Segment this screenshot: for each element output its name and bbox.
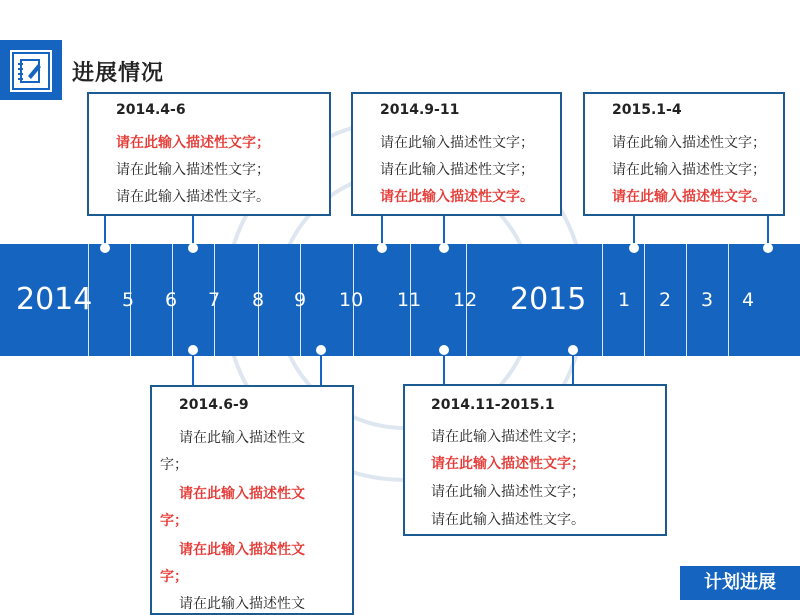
milestone-date: 2014.6-9 (179, 397, 249, 413)
milestone-description: 请在此输入描述性文字； (116, 162, 270, 178)
connector-line (192, 214, 194, 246)
milestone-description: 请在此输入描述性文字； (380, 135, 534, 151)
month-label: 9 (294, 289, 307, 311)
milestone-description: 请在此输入描述性文字； (431, 456, 585, 472)
connector-line (192, 354, 194, 388)
timeline-dot (188, 345, 198, 355)
year-label-2015: 2015 (510, 282, 587, 317)
milestone-description: 请在此输入描述性文 (179, 596, 305, 612)
connector-line (104, 214, 106, 246)
milestone-description: 请在此输入描述性文 (179, 486, 305, 502)
milestone-description: 请在此输入描述性文字； (612, 135, 766, 151)
milestone-card (87, 92, 331, 216)
section-badge: 计划进展 (680, 566, 800, 600)
year-label-2014: 2014 (16, 282, 93, 317)
month-label: 7 (208, 289, 221, 311)
milestone-description: 请在此输入描述性文字； (431, 484, 585, 500)
timeline-dot (377, 243, 387, 253)
month-label: 2 (659, 289, 672, 311)
month-label: 5 (122, 289, 135, 311)
connector-line (572, 354, 574, 386)
timeline-dot (439, 243, 449, 253)
milestone-description: 请在此输入描述性文 (179, 542, 305, 558)
milestone-card (583, 92, 785, 216)
milestone-description: 请在此输入描述性文字； (612, 162, 766, 178)
month-label: 3 (701, 289, 714, 311)
month-label: 12 (453, 289, 478, 311)
milestone-date: 2014.4-6 (116, 102, 186, 118)
month-label: 4 (742, 289, 755, 311)
page-title: 进展情况 (72, 61, 165, 86)
milestone-date: 2014.9-11 (380, 102, 460, 118)
milestone-description: 请在此输入描述性文字； (431, 429, 585, 445)
connector-line (767, 214, 769, 246)
timeline-dot (316, 345, 326, 355)
connector-line (443, 354, 445, 386)
milestone-description: 请在此输入描述性文字。 (431, 512, 585, 528)
milestone-card (351, 92, 562, 216)
month-label: 6 (165, 289, 178, 311)
timeline-dot (100, 243, 110, 253)
timeline-dot (763, 243, 773, 253)
timeline-dot (568, 345, 578, 355)
milestone-description: 请在此输入描述性文字； (116, 135, 270, 151)
milestone-description: 请在此输入描述性文 (179, 430, 305, 446)
milestone-description: 请在此输入描述性文字； (380, 162, 534, 178)
milestone-description: 字； (160, 569, 188, 585)
milestone-description: 字； (160, 457, 188, 473)
timeline-dot (439, 345, 449, 355)
milestone-description: 请在此输入描述性文字。 (116, 189, 270, 205)
connector-line (381, 214, 383, 246)
connector-line (320, 354, 322, 388)
milestone-description: 请在此输入描述性文字。 (380, 189, 534, 205)
connector-line (443, 214, 445, 246)
milestone-description: 字； (160, 513, 188, 529)
milestone-description: 请在此输入描述性文字。 (612, 189, 766, 205)
connector-line (633, 214, 635, 246)
milestone-card (150, 385, 354, 615)
month-label: 10 (339, 289, 364, 311)
month-label: 11 (397, 289, 422, 311)
month-label: 1 (618, 289, 631, 311)
milestone-date: 2014.11-2015.1 (431, 397, 555, 413)
notepad-pen-icon (0, 40, 62, 100)
month-label: 8 (252, 289, 265, 311)
timeline-dot (188, 243, 198, 253)
timeline-dot (629, 243, 639, 253)
milestone-date: 2015.1-4 (612, 102, 682, 118)
milestone-card (403, 384, 667, 536)
